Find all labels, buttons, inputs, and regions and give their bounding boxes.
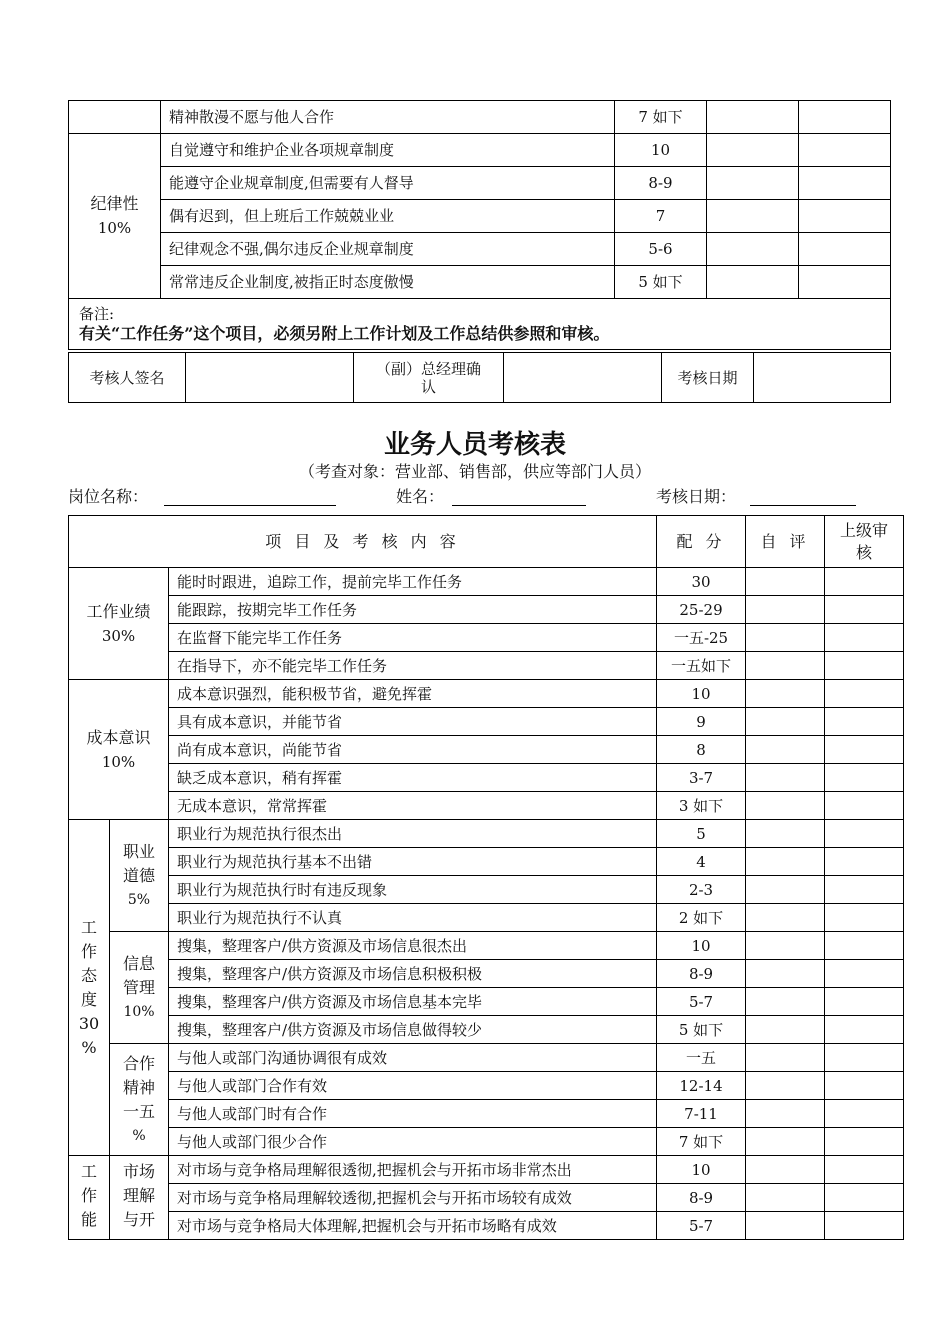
subcategory-line: % <box>132 1127 146 1144</box>
score-cell: 8-9 <box>657 1184 746 1212</box>
score-cell: 10 <box>657 680 746 708</box>
criterion-text: 对市场与竞争格局理解较透彻,把握机会与开拓市场较有成效 <box>169 1184 657 1212</box>
self-eval-cell[interactable] <box>746 652 825 680</box>
table-row <box>69 1156 904 1184</box>
category-performance <box>69 568 169 680</box>
supervisor-cell[interactable] <box>825 932 904 960</box>
note-text: 有关“工作任务”这个项目，必须另附上工作计划及工作总结供参照和审核。 <box>79 324 610 343</box>
criterion-text: 缺乏成本意识，稍有挥霍 <box>169 764 657 792</box>
table-row <box>69 233 891 266</box>
supervisor-cell[interactable] <box>825 568 904 596</box>
attitude-char: 工 <box>80 917 97 937</box>
supervisor-cell[interactable] <box>825 876 904 904</box>
score-cell: 5 如下 <box>657 1016 746 1044</box>
table-row <box>69 200 891 233</box>
table-row <box>69 1072 904 1100</box>
self-eval-cell[interactable] <box>746 792 825 820</box>
supervisor-cell[interactable] <box>825 960 904 988</box>
name-field[interactable] <box>452 505 586 506</box>
score-cell: 7-11 <box>657 1100 746 1128</box>
signature-table <box>68 352 891 403</box>
criterion-text: 在指导下，亦不能完毕工作任务 <box>169 652 657 680</box>
supervisor-cell[interactable] <box>825 1044 904 1072</box>
supervisor-cell[interactable] <box>825 792 904 820</box>
supervisor-cell[interactable] <box>825 652 904 680</box>
self-eval-cell[interactable] <box>746 1156 825 1184</box>
table-row <box>69 708 904 736</box>
ability-char: 能 <box>80 1210 97 1229</box>
supervisor-cell[interactable] <box>825 596 904 624</box>
table-row <box>69 792 904 820</box>
table-row <box>69 820 904 848</box>
category-weight: 10% <box>101 752 136 771</box>
header-supervisor-line2: 核 <box>856 542 873 562</box>
supervisor-cell[interactable] <box>799 200 891 233</box>
supervisor-cell[interactable] <box>825 1072 904 1100</box>
category-ability <box>69 1156 110 1240</box>
self-eval-cell[interactable] <box>746 1212 825 1240</box>
subcategory-line: 信息 <box>122 953 155 973</box>
self-eval-cell[interactable] <box>746 904 825 932</box>
gm-confirm-line2: 认 <box>420 377 436 396</box>
note-cell <box>69 299 891 350</box>
criterion-text: 职业行为规范执行时有违反现象 <box>169 876 657 904</box>
category-weight: 30% <box>101 626 136 645</box>
header-self-eval: 自 评 <box>746 516 825 568</box>
table-row <box>69 1212 904 1240</box>
gm-confirm-line1: （副）总经理确 <box>375 359 481 378</box>
criterion-text: 搜集，整理客户/供方资源及市场信息很杰出 <box>169 932 657 960</box>
score-cell: 7 <box>615 200 707 233</box>
supervisor-cell[interactable] <box>825 764 904 792</box>
supervisor-cell[interactable] <box>825 820 904 848</box>
criterion-text: 偶有迟到，但上班后工作兢兢业业 <box>161 200 615 233</box>
table-row <box>69 904 904 932</box>
table-row <box>69 266 891 299</box>
self-eval-cell[interactable] <box>707 233 799 266</box>
table-row <box>69 932 904 960</box>
subcategory-ethics <box>110 820 169 932</box>
score-cell: 5-7 <box>657 1212 746 1240</box>
self-eval-cell[interactable] <box>746 736 825 764</box>
ability-char: 作 <box>80 1186 97 1205</box>
self-eval-cell[interactable] <box>746 708 825 736</box>
subcategory-line: 与开 <box>122 1210 155 1229</box>
table-row <box>69 848 904 876</box>
table-row <box>69 596 904 624</box>
self-eval-cell[interactable] <box>746 1044 825 1072</box>
form-title: 业务人员考核表 <box>383 430 566 460</box>
criterion-text: 与他人或部门合作有效 <box>169 1072 657 1100</box>
supervisor-cell[interactable] <box>825 680 904 708</box>
table-row <box>69 652 904 680</box>
self-eval-cell[interactable] <box>746 680 825 708</box>
criterion-text: 在监督下能完毕工作任务 <box>169 624 657 652</box>
header-score: 配 分 <box>657 516 746 568</box>
score-cell: 9 <box>657 708 746 736</box>
self-eval-cell[interactable] <box>746 932 825 960</box>
score-cell: 5 <box>657 820 746 848</box>
criterion-text: 能遵守企业规章制度,但需要有人督导 <box>161 167 615 200</box>
self-eval-cell[interactable] <box>746 1016 825 1044</box>
form-subtitle: （考查对象：营业部、销售部，供应等部门人员） <box>298 462 651 481</box>
criterion-text: 无成本意识，常常挥霍 <box>169 792 657 820</box>
score-cell: 10 <box>657 932 746 960</box>
score-cell: 10 <box>657 1156 746 1184</box>
assessor-sign-field[interactable] <box>186 353 354 403</box>
supervisor-cell[interactable] <box>825 1184 904 1212</box>
criterion-text: 常常违反企业制度,被指正时态度傲慢 <box>161 266 615 299</box>
self-eval-cell[interactable] <box>707 167 799 200</box>
table-row <box>69 988 904 1016</box>
self-eval-cell[interactable] <box>746 624 825 652</box>
category-attitude <box>69 820 110 1156</box>
criterion-text: 与他人或部门时有合作 <box>169 1100 657 1128</box>
criterion-text: 尚有成本意识，尚能节省 <box>169 736 657 764</box>
self-eval-cell[interactable] <box>746 568 825 596</box>
table-row <box>69 568 904 596</box>
attitude-char: % <box>81 1037 97 1057</box>
supervisor-cell[interactable] <box>825 624 904 652</box>
score-cell: 8-9 <box>657 960 746 988</box>
criterion-text: 职业行为规范执行很杰出 <box>169 820 657 848</box>
supervisor-cell[interactable] <box>799 266 891 299</box>
self-eval-cell[interactable] <box>746 1100 825 1128</box>
criterion-text: 成本意识强烈，能积极节省，避免挥霍 <box>169 680 657 708</box>
post-name-label: 岗位名称： <box>68 487 149 506</box>
note-row <box>69 299 891 350</box>
header-supervisor <box>825 516 904 568</box>
subcategory-line: 一五 <box>122 1101 155 1121</box>
table-row <box>69 1016 904 1044</box>
score-cell: 10 <box>615 134 707 167</box>
criterion-text: 对市场与竞争格局大体理解,把握机会与开拓市场略有成效 <box>169 1212 657 1240</box>
score-cell: 5-7 <box>657 988 746 1016</box>
score-cell: 一五如下 <box>657 652 746 680</box>
supervisor-cell[interactable] <box>799 233 891 266</box>
table-row <box>69 876 904 904</box>
category-name: 纪律性 <box>90 194 139 213</box>
criterion-text: 自觉遵守和维护企业各项规章制度 <box>161 134 615 167</box>
table-row <box>69 1100 904 1128</box>
supervisor-cell[interactable] <box>825 848 904 876</box>
score-cell: 3-7 <box>657 764 746 792</box>
supervisor-cell[interactable] <box>825 736 904 764</box>
attitude-char: 作 <box>80 941 97 961</box>
ability-char: 工 <box>80 1162 97 1181</box>
criterion-text: 职业行为规范执行基本不出错 <box>169 848 657 876</box>
criterion-text: 搜集，整理客户/供方资源及市场信息积极积极 <box>169 960 657 988</box>
supervisor-cell[interactable] <box>799 101 891 134</box>
category-weight: 10% <box>97 219 132 237</box>
table-row <box>69 960 904 988</box>
subcategory-line: 5% <box>127 891 151 908</box>
subcategory-line: 10% <box>123 1003 155 1020</box>
supervisor-cell[interactable] <box>825 1156 904 1184</box>
score-cell: 4 <box>657 848 746 876</box>
score-cell: 25-29 <box>657 596 746 624</box>
score-cell: 8-9 <box>615 167 707 200</box>
self-eval-cell[interactable] <box>746 960 825 988</box>
attitude-char: 态 <box>80 965 97 985</box>
score-cell: 一五 <box>657 1044 746 1072</box>
criterion-text: 具有成本意识，并能节省 <box>169 708 657 736</box>
score-cell: 8 <box>657 736 746 764</box>
supervisor-cell[interactable] <box>825 708 904 736</box>
score-cell: 7 如下 <box>657 1128 746 1156</box>
score-cell: 5 如下 <box>615 266 707 299</box>
category-cost <box>69 680 169 820</box>
category-discipline <box>69 134 161 299</box>
supervisor-cell[interactable] <box>825 1100 904 1128</box>
score-cell: 30 <box>657 568 746 596</box>
supervisor-cell[interactable] <box>825 1128 904 1156</box>
category-name: 工作业绩 <box>86 601 151 621</box>
attitude-char: 30 <box>78 1013 100 1033</box>
header-supervisor-line1: 上级审 <box>840 520 889 540</box>
criterion-text: 精神散漫不愿与他人合作 <box>161 101 615 134</box>
post-name-field[interactable] <box>164 505 336 506</box>
attitude-char: 度 <box>80 989 97 1009</box>
table-row <box>69 1128 904 1156</box>
name-label: 姓名： <box>396 487 445 506</box>
score-cell: 2 如下 <box>657 904 746 932</box>
assess-date-field[interactable] <box>754 353 891 403</box>
supervisor-cell[interactable] <box>825 1016 904 1044</box>
subcategory-line: 管理 <box>122 977 155 997</box>
gm-confirm-field[interactable] <box>504 353 662 403</box>
self-eval-cell[interactable] <box>707 134 799 167</box>
table-row <box>69 167 891 200</box>
table-row <box>69 1044 904 1072</box>
supervisor-cell[interactable] <box>825 904 904 932</box>
table-row <box>69 680 904 708</box>
signature-row <box>69 353 891 403</box>
table-row <box>69 134 891 167</box>
header-item: 项 目 及 考 核 内 容 <box>69 516 657 568</box>
date-label: 考核日期： <box>656 487 737 506</box>
date-field[interactable] <box>750 505 856 506</box>
subcategory-line: 道德 <box>122 865 155 885</box>
category-name: 成本意识 <box>86 727 151 747</box>
criterion-text: 对市场与竞争格局理解很透彻,把握机会与开拓市场非常杰出 <box>169 1156 657 1184</box>
self-eval-cell[interactable] <box>746 764 825 792</box>
supervisor-cell[interactable] <box>799 167 891 200</box>
supervisor-cell[interactable] <box>825 1212 904 1240</box>
subcategory-line: 职业 <box>122 841 155 861</box>
subcategory-info <box>110 932 169 1044</box>
supervisor-cell[interactable] <box>799 134 891 167</box>
self-eval-cell[interactable] <box>746 596 825 624</box>
subcategory-line: 市场 <box>122 1162 155 1181</box>
self-eval-cell[interactable] <box>746 1184 825 1212</box>
criterion-text: 能时时跟进，追踪工作，提前完毕工作任务 <box>169 568 657 596</box>
self-eval-cell[interactable] <box>707 200 799 233</box>
self-eval-cell[interactable] <box>746 848 825 876</box>
table-row <box>69 736 904 764</box>
subcategory-line: 理解 <box>122 1186 155 1205</box>
score-cell: 12-14 <box>657 1072 746 1100</box>
self-eval-cell[interactable] <box>746 820 825 848</box>
score-cell: 3 如下 <box>657 792 746 820</box>
self-eval-cell[interactable] <box>746 1128 825 1156</box>
score-cell: 7 如下 <box>615 101 707 134</box>
criterion-text: 纪律观念不强,偶尔违反企业规章制度 <box>161 233 615 266</box>
assess-date-label: 考核日期 <box>662 353 754 403</box>
table-row <box>69 101 891 134</box>
criterion-text: 职业行为规范执行不认真 <box>169 904 657 932</box>
self-eval-cell[interactable] <box>746 876 825 904</box>
table-row <box>69 624 904 652</box>
self-eval-cell[interactable] <box>746 1072 825 1100</box>
subcategory-line: 精神 <box>122 1077 155 1097</box>
score-cell: 2-3 <box>657 876 746 904</box>
supervisor-cell[interactable] <box>825 988 904 1016</box>
gm-confirm-label <box>354 353 504 403</box>
table-row <box>69 764 904 792</box>
assessment-table <box>68 515 904 1240</box>
subcategory-market <box>110 1156 169 1240</box>
header-row <box>69 516 904 568</box>
criterion-text: 搜集，整理客户/供方资源及市场信息做得较少 <box>169 1016 657 1044</box>
criterion-text: 能跟踪，按期完毕工作任务 <box>169 596 657 624</box>
note-label: 备注: <box>79 305 115 323</box>
subcategory-team <box>110 1044 169 1156</box>
self-eval-cell[interactable] <box>707 101 799 134</box>
subcategory-line: 合作 <box>122 1053 155 1073</box>
score-cell: 5-6 <box>615 233 707 266</box>
self-eval-cell[interactable] <box>746 988 825 1016</box>
score-cell: 一五-25 <box>657 624 746 652</box>
table-row <box>69 1184 904 1212</box>
self-eval-cell[interactable] <box>707 266 799 299</box>
criterion-text: 与他人或部门很少合作 <box>169 1128 657 1156</box>
criterion-text: 搜集，整理客户/供方资源及市场信息基本完毕 <box>169 988 657 1016</box>
assessor-sign-label: 考核人签名 <box>69 353 186 403</box>
discipline-table <box>68 100 891 350</box>
criterion-text: 与他人或部门沟通协调很有成效 <box>169 1044 657 1072</box>
